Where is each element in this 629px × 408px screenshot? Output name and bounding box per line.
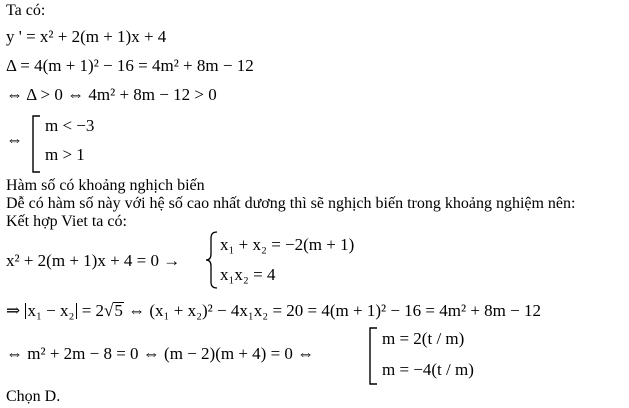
- abs-expression: x₁ − x₂: [25, 303, 78, 319]
- abs-difference-line: [6, 302, 541, 320]
- final-equation: ⇔ m² + 2m − 8 = 0 ⇔ (m − 2)(m + 4) = 0 ⇔: [6, 344, 315, 363]
- final-option-b: m = −4(t / m): [382, 360, 474, 379]
- vieta-equation: x² + 2(m + 1)x + 4 = 0 →: [6, 251, 181, 270]
- vieta-curly-brace: [205, 230, 219, 290]
- text-nghich-bien: Hàm số có khoảng nghịch biến: [6, 177, 205, 194]
- text-viet: Kết hợp Viet ta có:: [6, 213, 127, 230]
- sqrt-symbol: √: [104, 301, 114, 320]
- abs-equals: = 2: [81, 301, 105, 320]
- final-option-a: m = 2(t / m): [382, 329, 465, 348]
- case1-option-a: m < −3: [45, 116, 95, 135]
- case1-prefix: ⇔: [6, 130, 23, 149]
- vieta-sum: x₁ + x₂ = −2(m + 1): [220, 235, 355, 254]
- derivative-formula: y ' = x² + 2(m + 1)x + 4: [6, 27, 167, 46]
- abs-rest: ⇔ (x₁ + x₂)² − 4x₁x₂ = 20 = 4(m + 1)² − 16 = 4m² + 8m − 12: [128, 301, 541, 320]
- case1-square-bracket: [30, 114, 42, 174]
- vieta-product: x₁x₂ = 4: [220, 265, 276, 284]
- case1-option-b: m > 1: [45, 145, 85, 164]
- condition-formula: ⇔ Δ > 0 ⇔ 4m² + 8m − 12 > 0: [6, 85, 217, 104]
- answer-text: Chọn D.: [6, 388, 61, 405]
- text-he-so: Dễ có hàm số này với hệ số cao nhất dương thì sẽ nghịch biến trong khoảng nghiệm nên:: [6, 195, 576, 212]
- abs-prefix: ⇒: [6, 301, 21, 320]
- intro-text: Ta có:: [6, 2, 46, 19]
- sqrt-radicand: 5: [114, 301, 123, 320]
- final-square-bracket: [367, 326, 379, 386]
- delta-formula: Δ = 4(m + 1)² − 16 = 4m² + 8m − 12: [6, 56, 254, 75]
